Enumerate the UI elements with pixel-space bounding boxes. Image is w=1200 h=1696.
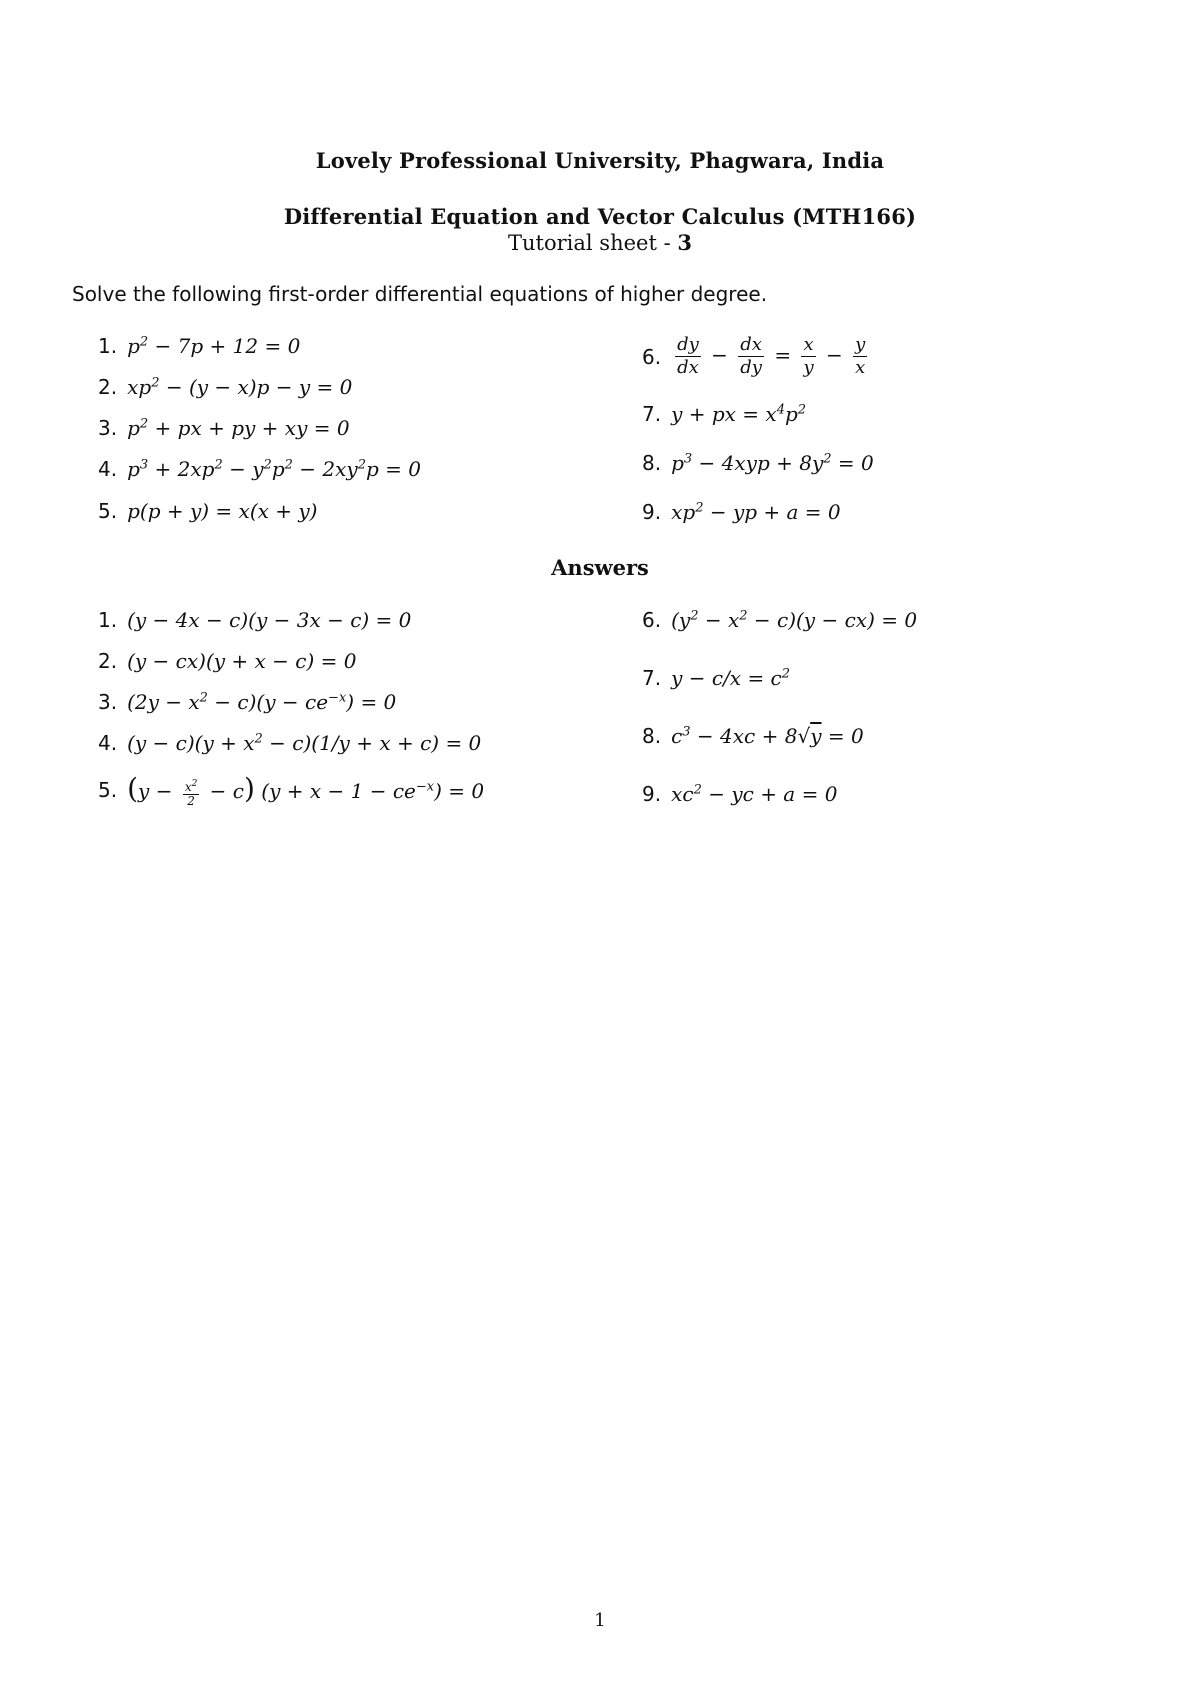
question-item-number: 2.	[98, 375, 118, 399]
answer-item-equation: (y − cx)(y + x − c) = 0	[127, 649, 357, 673]
answer-item-3	[98, 690, 396, 714]
sheet-number: 3	[677, 230, 692, 255]
answer-item-4	[642, 782, 837, 806]
university-title: Lovely Professional University, Phagwara, India	[315, 148, 885, 173]
answer-item-1	[98, 608, 411, 632]
question-item-number: 4.	[98, 457, 118, 481]
answer-item-5	[98, 772, 484, 808]
question-item-number: 7.	[642, 402, 662, 426]
question-item-number: 1.	[98, 334, 118, 358]
answer-item-2	[98, 649, 356, 673]
answer-item-number: 1.	[98, 608, 118, 632]
question-item-equation: $p^3 + 2xp^2 - y^2p^2 - 2xy^2p = 0$	[127, 457, 421, 481]
question-item-3	[642, 451, 874, 475]
answer-item-equation: $(2y - x^2 - c)(y - ce^{-x}) = 0$	[127, 690, 397, 714]
question-item-equation: $p^2 - 7p + 12 = 0$	[127, 334, 301, 358]
answer-item-equation: $xc^2$ − yc + a = 0	[671, 782, 838, 806]
answer-item-equation: (y − $\frac{x^2}{2}$ − c) $(y + x - 1 - ce^{-x}) = 0$	[127, 772, 485, 808]
answer-item-number: 7.	[642, 666, 662, 690]
answer-item-number: 2.	[98, 649, 118, 673]
question-item-1	[98, 334, 300, 358]
answer-item-number: 6.	[642, 608, 662, 632]
question-item-equation: $p^2$ + px + py + xy = 0	[127, 416, 350, 440]
question-item-2	[642, 402, 806, 426]
answer-item-number: 3.	[98, 690, 118, 714]
question-item-2	[98, 375, 352, 399]
instruction-text: Solve the following first-order differential equations of higher degree.	[72, 282, 768, 306]
answer-item-4	[98, 731, 481, 755]
answer-item-number: 8.	[642, 724, 662, 748]
question-item-number: 9.	[642, 500, 662, 524]
answer-item-equation: (y − 4x − c)(y − 3x − c) = 0	[127, 608, 412, 632]
question-item-1	[642, 334, 871, 379]
question-item-number: 8.	[642, 451, 662, 475]
question-item-number: 5.	[98, 499, 118, 523]
course-title: Differential Equation and Vector Calculus (MTH166)	[283, 204, 917, 229]
question-item-3	[98, 416, 350, 440]
sheet-title	[0, 230, 1200, 255]
question-item-equation: $xp^2 - (y - x)p - y = 0$	[127, 375, 353, 399]
question-item-equation: $p^3 - 4xyp + 8y^2 = 0$	[671, 451, 874, 475]
answer-item-3	[642, 724, 864, 748]
question-item-equation: p(p + y) = x(x + y)	[127, 499, 318, 523]
question-item-5	[98, 499, 317, 523]
question-item-equation: $\frac{dy}{dx}$ − $\frac{dx}{dy}$ = $\frac{x}{y}$ − $\frac{y}{x}$	[677, 334, 866, 378]
sheet-prefix: Tutorial sheet -	[508, 231, 678, 255]
answer-item-number: 9.	[642, 782, 662, 806]
answer-item-number: 5.	[98, 777, 118, 802]
answer-item-2	[642, 666, 790, 690]
answer-item-equation: $(y - c)(y + x^2 - c)(1/y + x + c) = 0$	[127, 731, 482, 755]
answer-item-equation: $c^3 - 4xc + 8√y = 0$	[671, 724, 864, 748]
question-item-4	[98, 457, 421, 481]
question-item-4	[642, 500, 841, 524]
answers-heading: Answers	[551, 555, 649, 580]
question-item-equation: $xp^2$ − yp + a = 0	[671, 500, 841, 524]
answer-item-1	[642, 608, 917, 632]
answer-item-equation: $(y^2 - x^2 - c)(y - cx) = 0$	[671, 608, 918, 632]
question-item-equation: y + px = $x^4p^2$	[671, 402, 807, 426]
answer-item-equation: $y - c/x = c^2$	[671, 666, 791, 690]
question-item-number: 6.	[642, 344, 662, 369]
page-number: 1	[594, 1610, 606, 1631]
question-item-number: 3.	[98, 416, 118, 440]
answer-item-number: 4.	[98, 731, 118, 755]
